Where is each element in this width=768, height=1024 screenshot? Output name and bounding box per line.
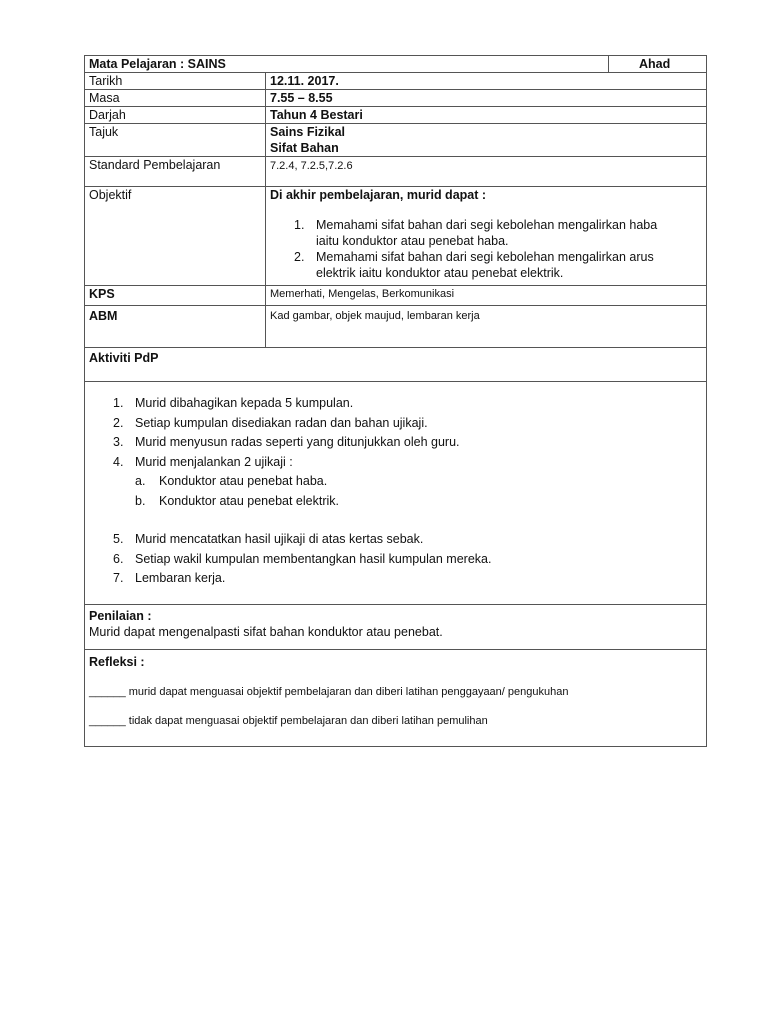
aktiviti-item-text: Murid mencatatkan hasil ujikaji di atas kertas sebak. bbox=[135, 532, 424, 546]
tarikh-value: 12.11. 2017. bbox=[266, 73, 707, 90]
row-penilaian bbox=[85, 605, 707, 650]
aktiviti-subitem-text: Konduktor atau penebat haba. bbox=[159, 474, 328, 488]
aktiviti-item-text: Murid menjalankan 2 ujikaji : bbox=[135, 454, 293, 469]
row-abm bbox=[85, 306, 707, 348]
aktiviti-item-number: 2. bbox=[113, 415, 124, 430]
lesson-plan-table bbox=[84, 55, 707, 747]
row-tajuk bbox=[85, 124, 707, 157]
aktiviti-item-number: 6. bbox=[113, 551, 124, 566]
refleksi-line-2: ______ tidak dapat menguasai objektif pembelajaran dan diberi latihan pemulihan bbox=[89, 715, 488, 727]
aktiviti-content bbox=[85, 382, 707, 605]
aktiviti-item-text: Setiap wakil kumpulan membentangkan hasil kumpulan mereka. bbox=[135, 551, 492, 566]
aktiviti-subitem-text: Konduktor atau penebat elektrik. bbox=[159, 493, 339, 508]
aktiviti-item bbox=[85, 414, 706, 434]
aktiviti-item bbox=[85, 550, 706, 570]
day-label: Ahad bbox=[609, 56, 707, 73]
abm-value: Kad gambar, objek maujud, lembaran kerja bbox=[266, 306, 707, 348]
standard-value: 7.2.4, 7.2.5,7.2.6 bbox=[266, 157, 707, 187]
aktiviti-item-number: 5. bbox=[113, 532, 124, 546]
darjah-label: Darjah bbox=[85, 107, 266, 124]
kps-value: Memerhati, Mengelas, Berkomunikasi bbox=[266, 286, 707, 306]
objektif-item-line: Memahami sifat bahan dari segi kebolehan mengalirkan haba bbox=[316, 218, 658, 232]
aktiviti-subitem bbox=[85, 492, 706, 512]
aktiviti-item-text: Setiap kumpulan disediakan radan dan bahan ujikaji. bbox=[135, 415, 428, 430]
masa-label: Masa bbox=[85, 90, 266, 107]
darjah-value: Tahun 4 Bestari bbox=[266, 107, 707, 124]
aktiviti-item-text: Lembaran kerja. bbox=[135, 571, 226, 585]
refleksi-cell bbox=[85, 650, 707, 747]
aktiviti-item-text: Murid menyusun radas seperti yang ditunjukkan oleh guru. bbox=[135, 435, 460, 449]
objektif-list bbox=[270, 217, 702, 281]
objektif-value bbox=[266, 187, 707, 286]
tajuk-line-2: Sifat Bahan bbox=[270, 141, 339, 155]
tarikh-label: Tarikh bbox=[85, 73, 266, 90]
penilaian-text: Murid dapat mengenalpasti sifat bahan konduktor atau penebat. bbox=[89, 625, 443, 639]
row-darjah bbox=[85, 107, 707, 124]
abm-label: ABM bbox=[85, 306, 266, 348]
kps-label: KPS bbox=[85, 286, 266, 306]
row-aktiviti-list bbox=[85, 382, 707, 605]
masa-value: 7.55 – 8.55 bbox=[266, 90, 707, 107]
aktiviti-item bbox=[85, 530, 706, 550]
aktiviti-subitem bbox=[85, 472, 706, 492]
aktiviti-item bbox=[85, 394, 706, 414]
aktiviti-item bbox=[85, 569, 706, 589]
aktiviti-item bbox=[85, 453, 706, 473]
tajuk-line-1: Sains Fizikal bbox=[270, 125, 346, 139]
row-tarikh bbox=[85, 73, 707, 90]
aktiviti-item-number: 4. bbox=[113, 454, 124, 469]
objektif-item bbox=[270, 249, 702, 281]
row-standard bbox=[85, 157, 707, 187]
objektif-item bbox=[270, 217, 702, 249]
refleksi-line-1: ______ murid dapat menguasai objektif pembelajaran dan diberi latihan penggayaan/ pengukuhan bbox=[89, 686, 569, 698]
aktiviti-item bbox=[85, 433, 706, 453]
objektif-item-line: elektrik iaitu konduktor atau penebat elektrik. bbox=[316, 266, 564, 280]
objektif-item-line: iaitu konduktor atau penebat haba. bbox=[316, 234, 509, 248]
row-kps bbox=[85, 286, 707, 306]
aktiviti-item-number: 3. bbox=[113, 435, 124, 449]
objektif-item-number: 1. bbox=[294, 218, 305, 232]
objektif-item-line: Memahami sifat bahan dari segi kebolehan mengalirkan arus bbox=[316, 250, 654, 264]
penilaian-heading: Penilaian : bbox=[89, 609, 152, 623]
header-row bbox=[85, 56, 707, 73]
row-refleksi bbox=[85, 650, 707, 747]
refleksi-heading: Refleksi : bbox=[89, 655, 145, 669]
lesson-plan bbox=[84, 55, 706, 747]
objektif-item-number: 2. bbox=[294, 250, 305, 264]
penilaian-cell bbox=[85, 605, 707, 650]
objektif-label: Objektif bbox=[85, 187, 266, 286]
tajuk-label: Tajuk bbox=[85, 124, 266, 157]
tajuk-value bbox=[266, 124, 707, 157]
aktiviti-item-text: Murid dibahagikan kepada 5 kumpulan. bbox=[135, 396, 354, 410]
row-aktiviti-heading bbox=[85, 348, 707, 382]
row-objektif bbox=[85, 187, 707, 286]
standard-label: Standard Pembelajaran bbox=[85, 157, 266, 187]
aktiviti-item-number: 1. bbox=[113, 396, 124, 410]
aktiviti-item-number: 7. bbox=[113, 571, 124, 585]
aktiviti-subitem-letter: a. bbox=[135, 474, 146, 488]
aktiviti-subitem-letter: b. bbox=[135, 493, 146, 508]
aktiviti-heading: Aktiviti PdP bbox=[85, 348, 707, 382]
subject-label: Mata Pelajaran : SAINS bbox=[85, 56, 609, 73]
row-masa bbox=[85, 90, 707, 107]
objektif-intro: Di akhir pembelajaran, murid dapat : bbox=[270, 188, 487, 202]
